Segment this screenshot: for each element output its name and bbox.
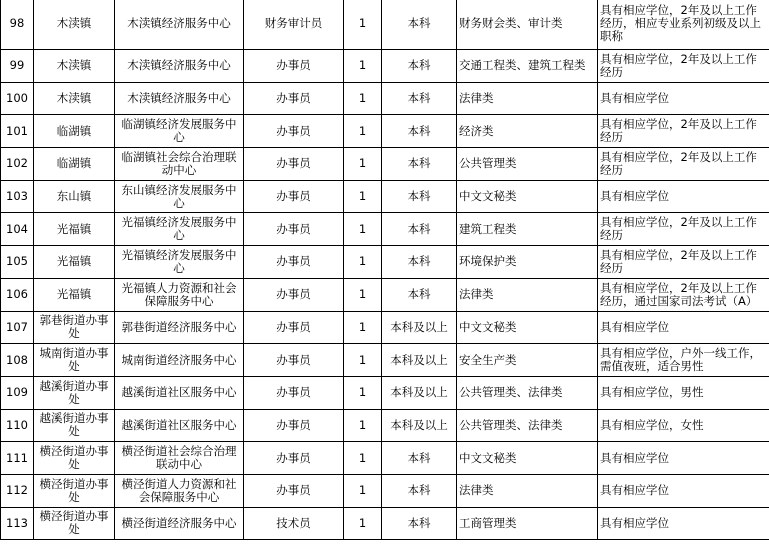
- row-number: 104: [1, 213, 34, 246]
- requirement-cell: 具有相应学位，2年及以上工作经历: [598, 115, 769, 148]
- major-cell: 法律类: [457, 474, 598, 507]
- count-cell: 1: [344, 115, 382, 148]
- requirement-cell: 具有相应学位，2年及以上工作经历: [598, 50, 769, 83]
- row-number: 99: [1, 50, 34, 83]
- education-cell: 本科: [382, 115, 457, 148]
- table-row: [1, 82, 769, 115]
- major-cell: 公共管理类、法律类: [457, 376, 598, 409]
- major-cell: 经济类: [457, 115, 598, 148]
- row-number: 109: [1, 376, 34, 409]
- major-cell: 建筑工程类: [457, 213, 598, 246]
- table-row: [1, 507, 769, 540]
- education-cell: 本科: [382, 50, 457, 83]
- post-cell: 办事员: [244, 50, 344, 83]
- education-cell: 本科: [382, 0, 457, 50]
- requirement-cell: 具有相应学位，2年及以上工作经历，通过国家司法考试（A）: [598, 278, 769, 311]
- unit-cell: 东山镇经济发展服务中心: [115, 180, 244, 213]
- requirement-cell: 具有相应学位: [598, 82, 769, 115]
- town-cell: 东山镇: [34, 180, 115, 213]
- major-cell: 安全生产类: [457, 344, 598, 377]
- major-cell: 公共管理类: [457, 148, 598, 181]
- major-cell: 法律类: [457, 82, 598, 115]
- row-number: 111: [1, 442, 34, 475]
- table-row: [1, 344, 769, 377]
- town-cell: 临湖镇: [34, 148, 115, 181]
- count-cell: 1: [344, 82, 382, 115]
- post-cell: 办事员: [244, 311, 344, 344]
- education-cell: 本科: [382, 246, 457, 279]
- education-cell: 本科: [382, 213, 457, 246]
- count-cell: 1: [344, 311, 382, 344]
- requirement-cell: 具有相应学位，2年及以上工作经历，相应专业系列初级及以上职称: [598, 0, 769, 50]
- count-cell: 1: [344, 148, 382, 181]
- town-cell: 木渎镇: [34, 50, 115, 83]
- post-cell: 办事员: [244, 442, 344, 475]
- count-cell: 1: [344, 246, 382, 279]
- row-number: 108: [1, 344, 34, 377]
- major-cell: 中文文秘类: [457, 442, 598, 475]
- row-number: 112: [1, 474, 34, 507]
- town-cell: 横泾街道办事处: [34, 442, 115, 475]
- requirement-cell: 具有相应学位，2年及以上工作经历: [598, 148, 769, 181]
- post-cell: 办事员: [244, 474, 344, 507]
- row-number: 110: [1, 409, 34, 442]
- table-row: [1, 180, 769, 213]
- requirement-cell: 具有相应学位，2年及以上工作经历: [598, 246, 769, 279]
- post-cell: 办事员: [244, 246, 344, 279]
- count-cell: 1: [344, 213, 382, 246]
- education-cell: 本科: [382, 507, 457, 540]
- requirement-cell: 具有相应学位，男性: [598, 376, 769, 409]
- count-cell: 1: [344, 344, 382, 377]
- count-cell: 1: [344, 0, 382, 50]
- education-cell: 本科: [382, 442, 457, 475]
- requirement-cell: 具有相应学位: [598, 442, 769, 475]
- education-cell: 本科及以上: [382, 311, 457, 344]
- town-cell: 光福镇: [34, 246, 115, 279]
- major-cell: 中文文秘类: [457, 180, 598, 213]
- post-cell: 办事员: [244, 409, 344, 442]
- town-cell: 横泾街道办事处: [34, 474, 115, 507]
- major-cell: 财务财会类、审计类: [457, 0, 598, 50]
- requirement-cell: 具有相应学位，户外一线工作，需值夜班，适合男性: [598, 344, 769, 377]
- table-row: [1, 246, 769, 279]
- post-cell: 办事员: [244, 180, 344, 213]
- row-number: 113: [1, 507, 34, 540]
- town-cell: 木渎镇: [34, 0, 115, 50]
- post-cell: 办事员: [244, 115, 344, 148]
- major-cell: 中文文秘类: [457, 311, 598, 344]
- unit-cell: 木渎镇经济服务中心: [115, 0, 244, 50]
- education-cell: 本科及以上: [382, 344, 457, 377]
- post-cell: 办事员: [244, 82, 344, 115]
- town-cell: 光福镇: [34, 278, 115, 311]
- post-cell: 办事员: [244, 344, 344, 377]
- unit-cell: 郭巷街道经济服务中心: [115, 311, 244, 344]
- town-cell: 郭巷街道办事处: [34, 311, 115, 344]
- requirement-cell: 具有相应学位: [598, 474, 769, 507]
- post-cell: 财务审计员: [244, 0, 344, 50]
- row-number: 106: [1, 278, 34, 311]
- unit-cell: 越溪街道社区服务中心: [115, 376, 244, 409]
- major-cell: 环境保护类: [457, 246, 598, 279]
- table-row: [1, 376, 769, 409]
- count-cell: 1: [344, 442, 382, 475]
- count-cell: 1: [344, 50, 382, 83]
- education-cell: 本科: [382, 180, 457, 213]
- table-row: [1, 213, 769, 246]
- education-cell: 本科: [382, 82, 457, 115]
- requirement-cell: 具有相应学位: [598, 311, 769, 344]
- row-number: 103: [1, 180, 34, 213]
- table-row: [1, 148, 769, 181]
- major-cell: 公共管理类、法律类: [457, 409, 598, 442]
- row-number: 100: [1, 82, 34, 115]
- town-cell: 木渎镇: [34, 82, 115, 115]
- row-number: 107: [1, 311, 34, 344]
- education-cell: 本科: [382, 278, 457, 311]
- row-number: 101: [1, 115, 34, 148]
- table-row: [1, 409, 769, 442]
- table-row: [1, 50, 769, 83]
- unit-cell: 光福镇人力资源和社会保障服务中心: [115, 278, 244, 311]
- row-number: 102: [1, 148, 34, 181]
- town-cell: 越溪街道办事处: [34, 376, 115, 409]
- unit-cell: 横泾街道社会综合治理联动中心: [115, 442, 244, 475]
- post-cell: 技术员: [244, 507, 344, 540]
- post-cell: 办事员: [244, 278, 344, 311]
- table-row: [1, 0, 769, 50]
- unit-cell: 临湖镇社会综合治理联动中心: [115, 148, 244, 181]
- row-number: 105: [1, 246, 34, 279]
- unit-cell: 城南街道经济服务中心: [115, 344, 244, 377]
- major-cell: 法律类: [457, 278, 598, 311]
- requirement-cell: 具有相应学位，女性: [598, 409, 769, 442]
- table-row: [1, 442, 769, 475]
- post-cell: 办事员: [244, 213, 344, 246]
- table-row: [1, 115, 769, 148]
- table-row: [1, 474, 769, 507]
- count-cell: 1: [344, 409, 382, 442]
- town-cell: 横泾街道办事处: [34, 507, 115, 540]
- post-cell: 办事员: [244, 376, 344, 409]
- town-cell: 临湖镇: [34, 115, 115, 148]
- count-cell: 1: [344, 376, 382, 409]
- unit-cell: 木渎镇经济服务中心: [115, 82, 244, 115]
- major-cell: 工商管理类: [457, 507, 598, 540]
- unit-cell: 临湖镇经济发展服务中心: [115, 115, 244, 148]
- unit-cell: 光福镇经济发展服务中心: [115, 213, 244, 246]
- table-row: [1, 278, 769, 311]
- requirement-cell: 具有相应学位: [598, 507, 769, 540]
- unit-cell: 横泾街道人力资源和社会保障服务中心: [115, 474, 244, 507]
- education-cell: 本科: [382, 474, 457, 507]
- count-cell: 1: [344, 278, 382, 311]
- education-cell: 本科及以上: [382, 409, 457, 442]
- row-number: 98: [1, 0, 34, 50]
- town-cell: 光福镇: [34, 213, 115, 246]
- major-cell: 交通工程类、建筑工程类: [457, 50, 598, 83]
- unit-cell: 木渎镇经济服务中心: [115, 50, 244, 83]
- unit-cell: 越溪街道社区服务中心: [115, 409, 244, 442]
- unit-cell: 横泾街道经济服务中心: [115, 507, 244, 540]
- town-cell: 越溪街道办事处: [34, 409, 115, 442]
- count-cell: 1: [344, 180, 382, 213]
- education-cell: 本科: [382, 148, 457, 181]
- education-cell: 本科及以上: [382, 376, 457, 409]
- unit-cell: 光福镇经济发展服务中心: [115, 246, 244, 279]
- count-cell: 1: [344, 474, 382, 507]
- count-cell: 1: [344, 507, 382, 540]
- town-cell: 城南街道办事处: [34, 344, 115, 377]
- post-cell: 办事员: [244, 148, 344, 181]
- requirement-cell: 具有相应学位，2年及以上工作经历: [598, 213, 769, 246]
- requirement-cell: 具有相应学位: [598, 180, 769, 213]
- table-row: [1, 311, 769, 344]
